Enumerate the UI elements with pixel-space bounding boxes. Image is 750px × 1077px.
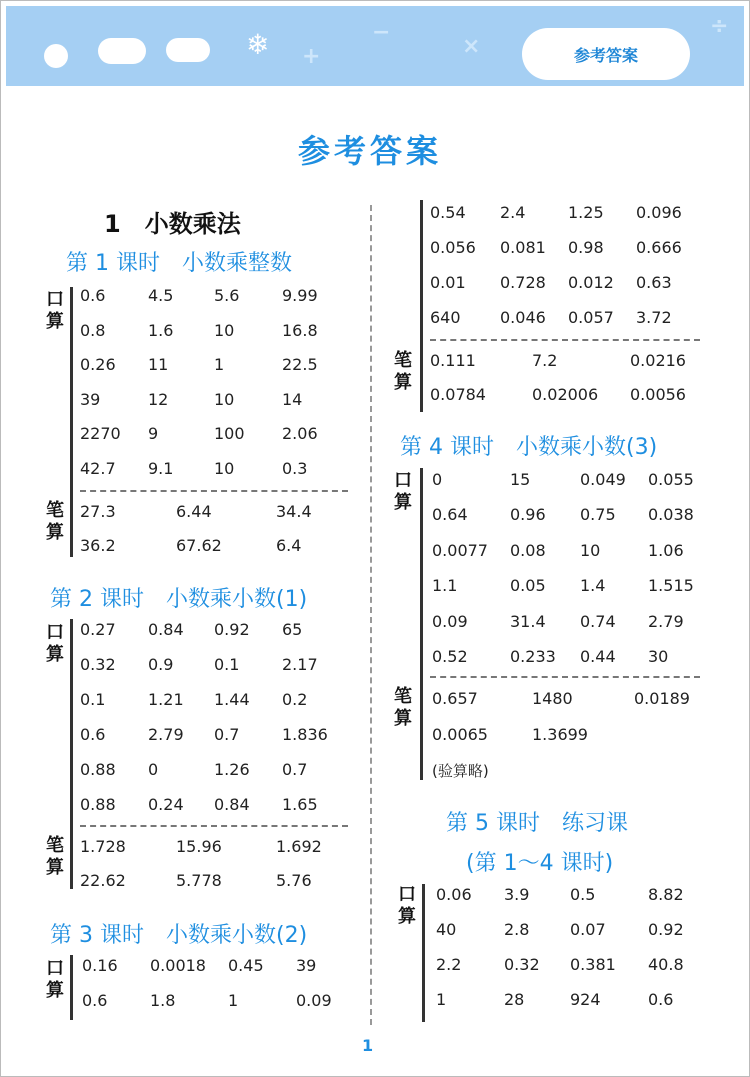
- page-title: 参考答案: [297, 132, 442, 170]
- kousuan-label: 口算: [394, 470, 412, 513]
- answer-cell: 640: [430, 308, 461, 327]
- answer-cell: 5.76: [276, 871, 312, 890]
- answer-cell: 0.88: [80, 760, 116, 779]
- answer-cell: 3.9: [504, 885, 530, 904]
- answer-cell: 1.4: [580, 576, 606, 596]
- answer-cell: 0.0189: [634, 689, 690, 708]
- header-band: [6, 6, 722, 86]
- answer-cell: 0.92: [648, 920, 684, 939]
- kousuan-label: 口算: [398, 884, 416, 927]
- answer-cell: 40: [436, 920, 457, 939]
- answer-cell: 1.3699: [532, 725, 588, 744]
- answer-cell: 0.88: [80, 795, 116, 814]
- answer-cell: 9.99: [282, 286, 318, 305]
- answer-cell: 0.54: [430, 203, 466, 222]
- kousuan-label: 口算: [46, 622, 64, 665]
- answer-cell: 0.3: [282, 459, 308, 478]
- answer-cell: 3.72: [636, 308, 672, 327]
- answer-cell: 67.62: [176, 536, 222, 555]
- answer-cell: 0.98: [568, 238, 604, 257]
- answer-cell: 0: [148, 760, 159, 779]
- answer-cell: 0.046: [500, 308, 546, 327]
- answer-cell: 0.038: [648, 505, 694, 525]
- answer-cell: 0.2: [282, 690, 308, 709]
- lesson-1-title: 第 1 课时 小数乘整数: [66, 251, 292, 276]
- answer-cell: 0.09: [432, 611, 468, 631]
- answer-cell: 0.057: [568, 308, 614, 327]
- answer-cell: 0.96: [510, 505, 546, 525]
- answer-cell: 0.63: [636, 273, 672, 292]
- answer-cell: 11: [148, 355, 169, 375]
- bracket-line: [70, 619, 73, 889]
- answer-cell: 22.5: [282, 355, 318, 375]
- header-band-right: [704, 6, 744, 86]
- bracket-line: [70, 287, 73, 557]
- answer-cell: 0.64: [432, 505, 468, 525]
- answer-cell: 10: [214, 320, 235, 340]
- answer-cell: 1.836: [282, 725, 328, 744]
- answer-cell: 2.79: [148, 725, 184, 744]
- answer-cell: 9.1: [148, 459, 174, 478]
- lesson-5-subtitle: (第 1～4 课时): [466, 851, 614, 876]
- answer-cell: 0.381: [570, 955, 616, 974]
- answer-cell: 22.62: [80, 871, 126, 890]
- answer-cell: 0.05: [510, 576, 546, 596]
- answer-cell: 10: [214, 389, 235, 409]
- answer-cell: 15: [510, 470, 531, 489]
- answer-cell: 0.0216: [630, 351, 686, 370]
- page-number: 1: [362, 1036, 374, 1055]
- kousuan-label: 口算: [46, 289, 64, 332]
- answer-cell: 0.06: [436, 885, 472, 904]
- answer-cell: 0.45: [228, 956, 264, 975]
- answer-cell: 34.4: [276, 502, 312, 521]
- answer-cell: 6.44: [176, 502, 212, 521]
- divide-icon: ÷: [710, 14, 729, 39]
- answer-cell: 12: [148, 389, 169, 409]
- answer-cell: 5.778: [176, 871, 222, 890]
- answer-cell: 0.081: [500, 238, 546, 257]
- answer-cell: 39: [296, 956, 317, 975]
- answer-cell: 4.5: [148, 286, 174, 305]
- bisuan-label: 笔算: [46, 500, 64, 543]
- sun-icon: [44, 44, 68, 68]
- answer-cell: 0.27: [80, 620, 116, 639]
- answer-cell: 0.44: [580, 647, 616, 666]
- answer-cell: 1.26: [214, 760, 250, 779]
- answer-cell: 2.17: [282, 655, 318, 674]
- answer-cell: 1.728: [80, 837, 126, 856]
- answer-cell: 42.7: [80, 459, 116, 478]
- answer-cell: 7.2: [532, 351, 558, 370]
- answer-cell: 2.4: [500, 203, 526, 222]
- answer-cell: 30: [648, 647, 669, 666]
- answer-cell: 0.055: [648, 470, 694, 489]
- answer-cell: 2270: [80, 424, 121, 444]
- answer-cell: 1: [214, 355, 225, 375]
- answer-cell: 0.75: [580, 505, 616, 525]
- section-separator: [430, 339, 700, 341]
- answer-cell: 1.21: [148, 690, 184, 709]
- answer-cell: 2.79: [648, 611, 684, 631]
- answer-cell: 0.049: [580, 470, 626, 489]
- answer-cell: 1.1: [432, 576, 458, 596]
- answer-cell: 100: [214, 424, 245, 444]
- lesson-2-title: 第 2 课时 小数乘小数(1): [50, 587, 308, 612]
- answer-cell: 0.16: [82, 956, 118, 975]
- section-separator: [430, 676, 700, 678]
- bisuan-label: 笔算: [394, 686, 412, 729]
- answer-cell: 0.92: [214, 620, 250, 639]
- answer-cell: 0.52: [432, 647, 468, 666]
- answer-cell: 1: [436, 990, 447, 1009]
- answer-cell: 0.0784: [430, 385, 486, 404]
- lesson-4-title: 第 4 课时 小数乘小数(3): [400, 435, 658, 460]
- bracket-line: [420, 200, 423, 412]
- answer-cell: 9: [148, 424, 159, 444]
- answer-cell: 0.6: [82, 991, 108, 1010]
- answer-cell: 10: [580, 540, 601, 560]
- answer-cell: 0.8: [80, 320, 106, 340]
- answer-cell: 28: [504, 990, 525, 1009]
- bracket-line: [420, 468, 423, 780]
- answer-cell: 0.6: [648, 990, 674, 1009]
- answer-cell: 1.44: [214, 690, 250, 709]
- answer-cell: 0: [432, 470, 443, 489]
- answer-cell: 40.8: [648, 955, 684, 974]
- answer-cell: 0.111: [430, 351, 476, 370]
- answer-cell: 0.728: [500, 273, 546, 292]
- answer-cell: 8.82: [648, 885, 684, 904]
- answer-cell: 1.8: [150, 991, 176, 1010]
- answer-cell: 0.0018: [150, 956, 206, 975]
- bracket-line: [70, 955, 73, 1020]
- times-icon: ×: [462, 34, 481, 59]
- bisuan-label: 笔算: [394, 350, 412, 393]
- answer-cell: 0.32: [504, 955, 540, 974]
- answer-cell: 0.9: [148, 655, 174, 674]
- answer-cell: 0.02006: [532, 385, 599, 404]
- answer-cell: 5.6: [214, 286, 240, 305]
- answer-cell: 0.0077: [432, 540, 488, 560]
- answer-cell: 0.24: [148, 795, 184, 814]
- answer-cell: 0.26: [80, 355, 116, 375]
- answer-cell: 0.096: [636, 203, 682, 222]
- cloud-icon: [166, 38, 210, 62]
- lesson-5-title: 第 5 课时 练习课: [446, 811, 628, 836]
- minus-icon: −: [372, 20, 391, 45]
- bracket-line: [422, 884, 425, 1022]
- cloud-icon: [98, 38, 146, 64]
- verification-note: (验算略): [432, 762, 489, 780]
- answer-cell: 10: [214, 459, 235, 478]
- answer-cell: 0.6: [80, 725, 106, 744]
- answer-cell: 1.6: [148, 320, 174, 340]
- answer-cell: 0.666: [636, 238, 682, 257]
- answer-cell: 1.692: [276, 837, 322, 856]
- header-badge: 参考答案: [522, 28, 690, 80]
- answer-cell: 1.06: [648, 540, 684, 560]
- answer-cell: 2.06: [282, 424, 318, 444]
- answer-cell: 0.1: [80, 690, 106, 709]
- answer-cell: 14: [282, 389, 303, 409]
- answer-cell: 0.7: [214, 725, 240, 744]
- answer-cell: 0.32: [80, 655, 116, 674]
- answer-cell: 1.65: [282, 795, 318, 814]
- plus-icon: +: [302, 44, 321, 69]
- answer-cell: 0.84: [214, 795, 250, 814]
- answer-cell: 0.07: [570, 920, 606, 939]
- answer-cell: 0.657: [432, 689, 478, 708]
- answer-cell: 1.25: [568, 203, 604, 222]
- answer-cell: 0.0065: [432, 725, 488, 744]
- answer-cell: 16.8: [282, 320, 318, 340]
- answer-cell: 0.7: [282, 760, 308, 779]
- bisuan-label: 笔算: [46, 835, 64, 878]
- answer-cell: 0.08: [510, 540, 546, 560]
- answer-cell: 0.233: [510, 647, 556, 666]
- answer-cell: 0.5: [570, 885, 596, 904]
- kousuan-label: 口算: [46, 958, 64, 1001]
- answer-cell: 39: [80, 389, 101, 409]
- answer-cell: 0.09: [296, 991, 332, 1010]
- lesson-3-title: 第 3 课时 小数乘小数(2): [50, 923, 308, 948]
- answer-cell: 1.515: [648, 576, 694, 596]
- answer-cell: 1: [228, 991, 239, 1010]
- snowflake-icon: ❄: [246, 28, 270, 61]
- answer-cell: 0.01: [430, 273, 466, 292]
- unit-title: 1 小数乘法: [104, 210, 241, 238]
- answer-cell: 0.012: [568, 273, 614, 292]
- answer-cell: 0.74: [580, 611, 616, 631]
- answer-cell: 27.3: [80, 502, 116, 521]
- answer-cell: 6.4: [276, 536, 302, 555]
- answer-cell: 1480: [532, 689, 573, 708]
- answer-cell: 0.056: [430, 238, 476, 257]
- answer-cell: 0.6: [80, 286, 106, 305]
- answer-cell: 0.1: [214, 655, 240, 674]
- answer-cell: 2.2: [436, 955, 462, 974]
- answer-cell: 0.0056: [630, 385, 686, 404]
- answer-cell: 924: [570, 990, 601, 1009]
- answer-cell: 31.4: [510, 611, 546, 631]
- answer-cell: 0.84: [148, 620, 184, 639]
- section-separator: [80, 825, 348, 827]
- answer-cell: 65: [282, 620, 303, 639]
- column-divider: [370, 205, 372, 1025]
- answer-cell: 15.96: [176, 837, 222, 856]
- section-separator: [80, 490, 348, 492]
- answer-cell: 2.8: [504, 920, 530, 939]
- answer-cell: 36.2: [80, 536, 116, 555]
